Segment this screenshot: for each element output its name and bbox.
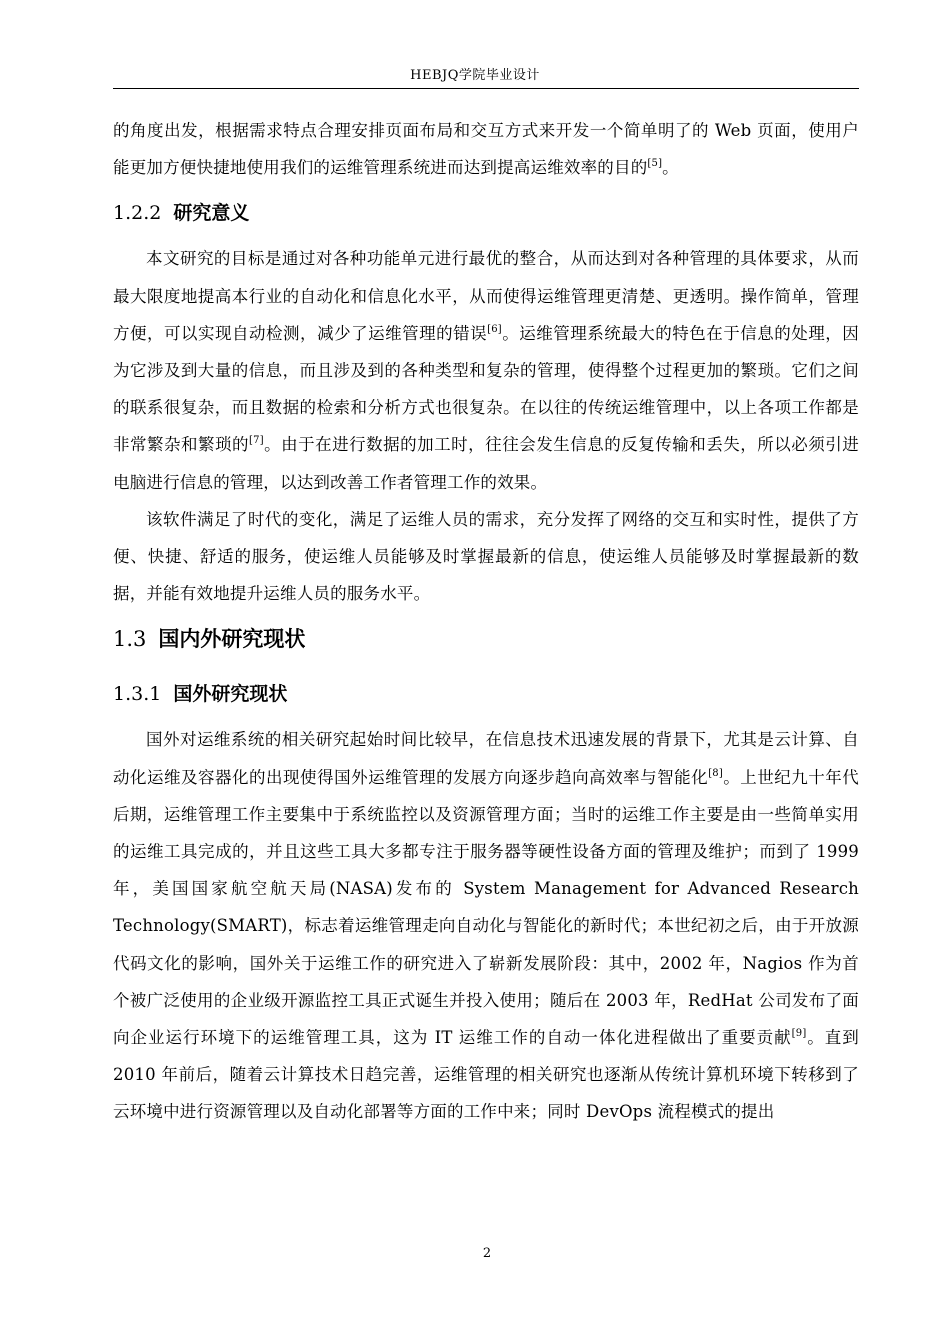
paragraph-text: 。运维管理系统最大的特色在于信息的处理，因为它涉及到大量的信息，而且涉及到的各种类型和复杂的管理，使得整个过程更加的繁琐。它们之间的联系很复杂，而且数据的检索和分析方式也很复杂。在以往的传统运维管理中，以上各项工作都是非常繁杂和繁琐的 (113, 323, 860, 455)
section-number: 1.3.1 (113, 683, 162, 706)
citation[interactable]: [5] (647, 158, 663, 170)
section-title: 国外研究现状 (173, 683, 288, 706)
paragraph-text: 国外对运维系统的相关研究起始时间比较早，在信息技术迅速发展的背景下，尤其是云计算、自动化运维及容器化的出现使得国外运维管理的发展方向逐步趋向高效率与智能化 (113, 730, 859, 787)
section-heading-1-2-2 (113, 186, 859, 240)
citation[interactable]: [7] (249, 435, 264, 447)
running-header: HEBJQ学院毕业设计 (410, 68, 540, 83)
section-title: 国内外研究现状 (158, 627, 306, 652)
section-number: 1.3 (113, 627, 147, 652)
paragraph-text: 。由于在进行数据的加工时，往往会发生信息的反复传输和丢失，所以必须引进电脑进行信息的管理，以达到改善工作者管理工作的效果。 (113, 435, 859, 492)
paragraph-text: 。上世纪九十年代后期，运维管理工作主要集中于系统监控以及资源管理方面；当时的运维工作主要是由一些简单实用的运维工具完成的，并且这些工具大多都专注于服务器等硬性设备方面的管理及维护；而到了 1999 年，美国国家航空航天局(NASA)发布的 System Management for Advanced Research Technology(SMART)，标志着运维管理走向自动化与智能化的新时代；本世纪初之后，由于开放源代码文化的影响，国外关于运维工作的研究进入了崭新发展阶段：其中，2002 年，Nagios 作为首个被广泛使用的企业级开源监控工具正式诞生并投入使用；随后在 2003 年，RedHat 公司发布了面向企业运行环境下的运维管理工具，这为 IT 运维工作的自动一体化进程做出了重要贡献 (113, 767, 859, 1048)
paragraph-text: 。直到 2010 年前后，随着云计算技术日趋完善，运维管理的相关研究也逐渐从传统计算机环境下转移到了云环境中进行资源管理以及自动化部署等方面的工作中来；同时 DevOps 流程模式的提出 (113, 1028, 859, 1122)
section-number: 1.2.2 (113, 202, 162, 225)
paragraph-research-significance (113, 240, 859, 500)
section-heading-1-3 (113, 612, 859, 667)
page-body (113, 112, 859, 1131)
citation[interactable]: [8] (708, 767, 723, 779)
paragraph-end: 。 (662, 158, 679, 178)
section-title: 研究意义 (173, 202, 250, 225)
header-rule (113, 88, 859, 89)
paragraph-foreign-research (113, 721, 859, 1130)
paragraph-text: 本文研究的目标是通过对各种功能单元进行最优的整合，从而达到对各种管理的具体要求，从而最大限度地提高本行业的自动化和信息化水平，从而使得运维管理更清楚、更透明。操作简单，管理方便，可以实现自动检测，减少了运维管理的错误 (113, 249, 859, 343)
paragraph-continued (113, 112, 859, 186)
section-heading-1-3-1 (113, 667, 859, 721)
citation[interactable]: [6] (487, 323, 502, 335)
citation[interactable]: [9] (791, 1028, 807, 1040)
page-number: 2 (482, 1246, 492, 1261)
paragraph-software-benefits: 该软件满足了时代的变化，满足了运维人员的需求，充分发挥了网络的交互和实时性，提供了方便、快捷、舒适的服务，使运维人员能够及时掌握最新的信息，使运维人员能够及时掌握最新的数据，并能有效地提升运维人员的服务水平。 (113, 509, 859, 604)
paragraph-text: 的角度出发，根据需求特点合理安排页面布局和交互方式来开发一个简单明了的 Web 页面，使用户能更加方便快捷地使用我们的运维管理系统进而达到提高运维效率的目的 (113, 121, 859, 178)
